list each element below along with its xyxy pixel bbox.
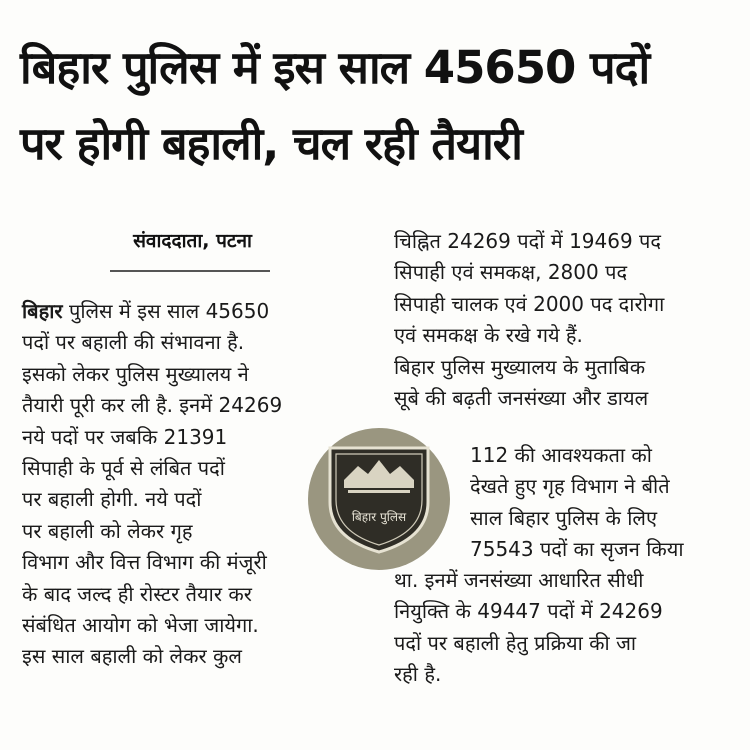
byline: संवाददाता, पटना: [133, 230, 252, 252]
article-line: बिहार पुलिस मुख्यालय के मुताबिक: [394, 354, 646, 379]
article-line: साल बिहार पुलिस के लिए: [470, 505, 658, 530]
article-line: पदों पर बहाली की संभावना है.: [22, 330, 245, 355]
article-text: पुलिस में इस साल 45650: [68, 299, 270, 323]
emblem-label: बिहार पुलिस: [351, 510, 407, 524]
article-right-column-wrap: [470, 440, 732, 566]
article-line: सूबे की बढ़ती जनसंख्या और डायल: [394, 386, 649, 411]
article-right-column-top: [394, 226, 732, 414]
article-line: पदों पर बहाली हेतु प्रक्रिया की जा: [394, 630, 637, 655]
article-line: के बाद जल्द ही रोस्टर तैयार कर: [22, 581, 252, 606]
article-line: [22, 296, 370, 327]
article-line: था. इनमें जनसंख्या आधारित सीधी: [394, 568, 644, 592]
article-line: पर बहाली को लेकर गृह: [22, 518, 193, 543]
shield-icon: [326, 440, 432, 556]
article-line: सिपाही के पूर्व से लंबित पदों: [22, 456, 225, 481]
article-line: 75543 पदों का सृजन किया: [470, 537, 684, 562]
article-line: सिपाही चालक एवं 2000 पद दारोगा: [394, 291, 665, 316]
headline-line-2: पर होगी बहाली, चल रही तैयारी: [20, 117, 522, 170]
article-line: सिपाही एवं समकक्ष, 2800 पद: [394, 260, 628, 285]
headline: [20, 30, 740, 182]
article-line: नियुक्ति के 49447 पदों में 24269: [394, 599, 663, 624]
headline-line-1: बिहार पुलिस में इस साल 45650 पदों: [20, 41, 650, 94]
article-line: इसको लेकर पुलिस मुख्यालय ने: [22, 361, 249, 386]
article-line: 112 की आवश्यकता को: [470, 443, 652, 467]
article-right-column-bottom: [394, 565, 732, 691]
article-line: एवं समकक्ष के रखे गये हैं.: [394, 323, 583, 348]
article-line: देखते हुए गृह विभाग ने बीते: [470, 474, 670, 499]
byline-divider: [110, 270, 270, 272]
article-line: संबंधित आयोग को भेजा जायेगा.: [22, 613, 259, 638]
article-line: विभाग और वित्त विभाग की मंजूरी: [22, 550, 267, 575]
article-line: नये पदों पर जबकि 21391: [22, 424, 228, 449]
article-line: रही है.: [394, 662, 442, 687]
article-line: इस साल बहाली को लेकर कुल: [22, 644, 242, 669]
lead-word: बिहार: [22, 299, 63, 323]
article-line: तैयारी पूरी कर ली है. इनमें 24269: [22, 393, 283, 418]
article-line: पर बहाली होगी. नये पदों: [22, 487, 202, 512]
article-line: चिह्नित 24269 पदों में 19469 पद: [394, 229, 662, 253]
